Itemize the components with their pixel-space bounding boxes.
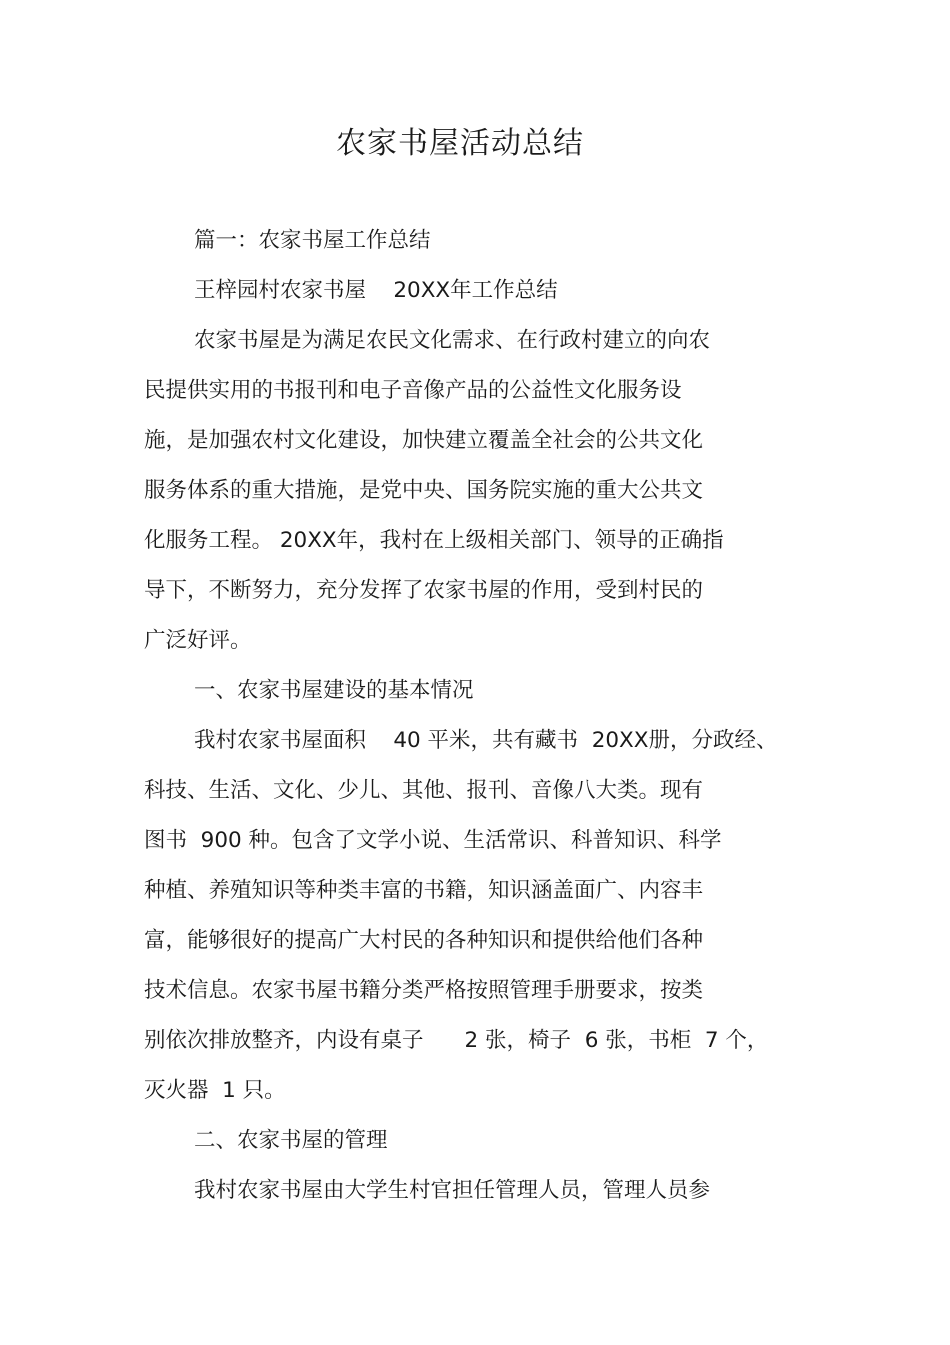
section-heading: 篇一：农家书屋工作总结 [194,228,431,253]
document-title: 农家书屋活动总结 [336,126,584,161]
paragraph-line: 广泛好评。 [144,628,252,653]
paragraph-line: 民提供实用的书报刊和电子音像产品的公益性文化服务设 [144,378,682,403]
paragraph-line: 科技、生活、文化、少儿、其他、报刊、音像八大类。现有 [144,778,704,803]
paragraph-line: 种植、养殖知识等种类丰富的书籍，知识涵盖面广、内容丰 [144,878,704,903]
paragraph-line: 农家书屋是为满足农民文化需求、在行政村建立的向农 [194,328,711,353]
paragraph-line: 施，是加强农村文化建设，加快建立覆盖全社会的公共文化 [144,428,704,453]
paragraph-line: 富，能够很好的提高广大村民的各种知识和提供给他们各种 [144,928,704,953]
paragraph-line: 导下，不断努力，充分发挥了农家书屋的作用，受到村民的 [144,578,704,603]
paragraph-line: 我村农家书屋面积 40 平米，共有藏书 20XX册，分政经、 [194,728,778,753]
section-heading: 二、农家书屋的管理 [194,1128,388,1153]
paragraph-line: 我村农家书屋由大学生村官担任管理人员，管理人员参 [194,1178,711,1203]
paragraph-line: 灭火器 1 只。 [144,1078,286,1103]
paragraph-line: 图书 900 种。包含了文学小说、生活常识、科普知识、科学 [144,828,722,853]
section-heading: 一、农家书屋建设的基本情况 [194,678,474,703]
paragraph-line: 技术信息。农家书屋书籍分类严格按照管理手册要求，按类 [144,978,704,1003]
paragraph-line: 别依次排放整齐，内设有桌子 2 张，椅子 6 张，书柜 7 个， [144,1028,769,1053]
paragraph-line: 服务体系的重大措施，是党中央、国务院实施的重大公共文 [144,478,704,503]
subheading: 王梓园村农家书屋 20XX年工作总结 [194,278,558,303]
paragraph-line: 化服务工程。 20XX年，我村在上级相关部门、领导的正确指 [144,528,724,553]
